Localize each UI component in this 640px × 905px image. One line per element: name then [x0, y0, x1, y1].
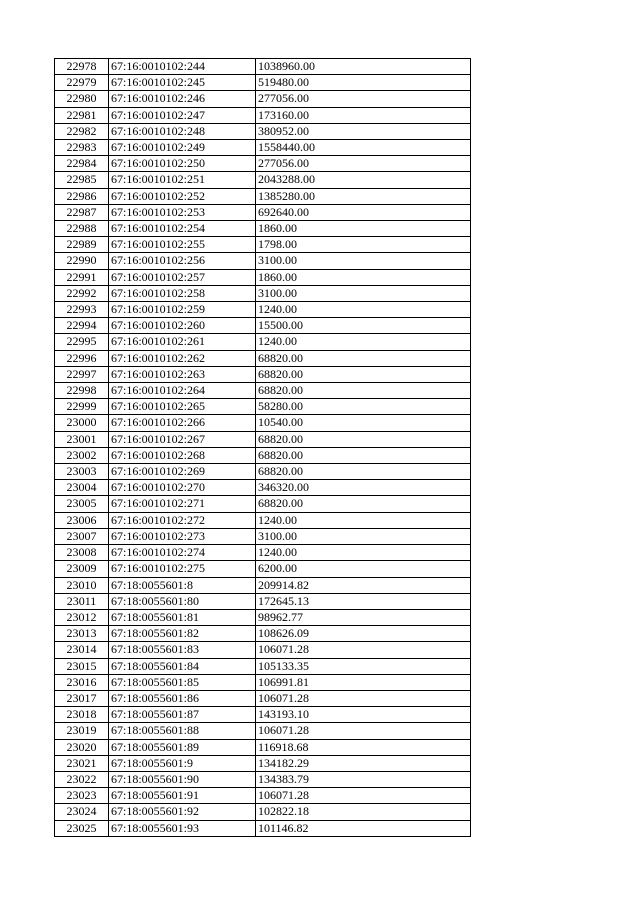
- row-number-cell: 22994: [55, 318, 109, 334]
- cadastral-number-cell: 67:18:0055601:81: [109, 609, 256, 625]
- cadastral-number-cell: 67:16:0010102:263: [109, 366, 256, 382]
- cadastral-number-cell: 67:16:0010102:273: [109, 528, 256, 544]
- cadastral-number-cell: 67:18:0055601:90: [109, 771, 256, 787]
- row-number-cell: 22997: [55, 366, 109, 382]
- cadastral-number-cell: 67:18:0055601:9: [109, 755, 256, 771]
- row-number-cell: 22987: [55, 204, 109, 220]
- table-row: [55, 383, 471, 399]
- row-number-cell: 22999: [55, 399, 109, 415]
- cadastral-value-cell: 15500.00: [256, 318, 471, 334]
- table-row: [55, 156, 471, 172]
- cadastral-value-cell: 68820.00: [256, 383, 471, 399]
- cadastral-value-cell: 101146.82: [256, 820, 471, 836]
- cadastral-number-cell: 67:18:0055601:83: [109, 642, 256, 658]
- table-row: [55, 545, 471, 561]
- row-number-cell: 22992: [55, 285, 109, 301]
- row-number-cell: 23020: [55, 739, 109, 755]
- row-number-cell: 23023: [55, 788, 109, 804]
- cadastral-number-cell: 67:16:0010102:272: [109, 512, 256, 528]
- cadastral-value-cell: 102822.18: [256, 804, 471, 820]
- table-row: [55, 350, 471, 366]
- cadastral-value-cell: 1240.00: [256, 512, 471, 528]
- row-number-cell: 22995: [55, 334, 109, 350]
- cadastral-value-cell: 106991.81: [256, 674, 471, 690]
- row-number-cell: 23007: [55, 528, 109, 544]
- table-row: [55, 123, 471, 139]
- table-row: [55, 188, 471, 204]
- cadastral-value-cell: 3100.00: [256, 253, 471, 269]
- cadastral-number-cell: 67:18:0055601:91: [109, 788, 256, 804]
- cadastral-value-cell: 68820.00: [256, 431, 471, 447]
- table-row: [55, 658, 471, 674]
- cadastral-value-cell: 173160.00: [256, 107, 471, 123]
- cadastral-value-cell: 68820.00: [256, 366, 471, 382]
- table-row: [55, 91, 471, 107]
- cadastral-number-cell: 67:16:0010102:244: [109, 59, 256, 75]
- cadastral-value-cell: 1860.00: [256, 269, 471, 285]
- table-body: [55, 59, 471, 837]
- table-row: [55, 172, 471, 188]
- table-row: [55, 253, 471, 269]
- table-row: [55, 107, 471, 123]
- row-number-cell: 23019: [55, 723, 109, 739]
- row-number-cell: 23024: [55, 804, 109, 820]
- cadastral-number-cell: 67:16:0010102:253: [109, 204, 256, 220]
- table-row: [55, 496, 471, 512]
- row-number-cell: 22978: [55, 59, 109, 75]
- row-number-cell: 23018: [55, 707, 109, 723]
- cadastral-value-cell: 134383.79: [256, 771, 471, 787]
- cadastral-number-cell: 67:18:0055601:92: [109, 804, 256, 820]
- cadastral-value-cell: 1558440.00: [256, 140, 471, 156]
- cadastral-number-cell: 67:16:0010102:251: [109, 172, 256, 188]
- cadastral-number-cell: 67:18:0055601:80: [109, 593, 256, 609]
- table-row: [55, 820, 471, 836]
- cadastral-value-cell: 1240.00: [256, 334, 471, 350]
- table-row: [55, 528, 471, 544]
- cadastral-number-cell: 67:16:0010102:264: [109, 383, 256, 399]
- cadastral-number-cell: 67:18:0055601:87: [109, 707, 256, 723]
- table-row: [55, 59, 471, 75]
- cadastral-number-cell: 67:16:0010102:258: [109, 285, 256, 301]
- row-number-cell: 23012: [55, 609, 109, 625]
- table-row: [55, 285, 471, 301]
- row-number-cell: 23005: [55, 496, 109, 512]
- cadastral-value-cell: 1038960.00: [256, 59, 471, 75]
- table-row: [55, 788, 471, 804]
- cadastral-number-cell: 67:16:0010102:274: [109, 545, 256, 561]
- cadastral-value-cell: 10540.00: [256, 415, 471, 431]
- cadastral-value-cell: 346320.00: [256, 480, 471, 496]
- row-number-cell: 22988: [55, 221, 109, 237]
- row-number-cell: 23011: [55, 593, 109, 609]
- cadastral-number-cell: 67:16:0010102:248: [109, 123, 256, 139]
- row-number-cell: 23004: [55, 480, 109, 496]
- cadastral-number-cell: 67:18:0055601:86: [109, 690, 256, 706]
- cadastral-number-cell: 67:18:0055601:89: [109, 739, 256, 755]
- table-row: [55, 723, 471, 739]
- cadastral-value-cell: 3100.00: [256, 528, 471, 544]
- row-number-cell: 22989: [55, 237, 109, 253]
- row-number-cell: 23017: [55, 690, 109, 706]
- table-row: [55, 707, 471, 723]
- table-row: [55, 804, 471, 820]
- cadastral-value-cell: 519480.00: [256, 75, 471, 91]
- table-row: [55, 690, 471, 706]
- cadastral-value-cell: 58280.00: [256, 399, 471, 415]
- cadastral-value-cell: 1798.00: [256, 237, 471, 253]
- cadastral-value-cell: 277056.00: [256, 91, 471, 107]
- cadastral-value-cell: 116918.68: [256, 739, 471, 755]
- cadastral-value-cell: 105133.35: [256, 658, 471, 674]
- cadastral-value-cell: 106071.28: [256, 788, 471, 804]
- cadastral-number-cell: 67:16:0010102:254: [109, 221, 256, 237]
- cadastral-number-cell: 67:18:0055601:8: [109, 577, 256, 593]
- row-number-cell: 22985: [55, 172, 109, 188]
- cadastral-value-cell: 2043288.00: [256, 172, 471, 188]
- table-row: [55, 464, 471, 480]
- cadastral-number-cell: 67:16:0010102:269: [109, 464, 256, 480]
- cadastral-value-cell: 209914.82: [256, 577, 471, 593]
- cadastral-number-cell: 67:16:0010102:259: [109, 302, 256, 318]
- cadastral-number-cell: 67:16:0010102:266: [109, 415, 256, 431]
- cadastral-number-cell: 67:16:0010102:267: [109, 431, 256, 447]
- row-number-cell: 22991: [55, 269, 109, 285]
- cadastral-value-cell: 692640.00: [256, 204, 471, 220]
- row-number-cell: 22982: [55, 123, 109, 139]
- cadastral-value-cell: 68820.00: [256, 496, 471, 512]
- cadastral-number-cell: 67:16:0010102:260: [109, 318, 256, 334]
- cadastral-number-cell: 67:18:0055601:82: [109, 626, 256, 642]
- table-row: [55, 302, 471, 318]
- row-number-cell: 22986: [55, 188, 109, 204]
- table-row: [55, 140, 471, 156]
- cadastral-value-cell: 172645.13: [256, 593, 471, 609]
- cadastral-number-cell: 67:16:0010102:252: [109, 188, 256, 204]
- cadastral-value-cell: 1240.00: [256, 302, 471, 318]
- row-number-cell: 23008: [55, 545, 109, 561]
- cadastral-value-cell: 106071.28: [256, 690, 471, 706]
- table-row: [55, 237, 471, 253]
- cadastral-value-cell: 68820.00: [256, 350, 471, 366]
- row-number-cell: 23022: [55, 771, 109, 787]
- table-row: [55, 221, 471, 237]
- table-row: [55, 447, 471, 463]
- cadastral-number-cell: 67:16:0010102:261: [109, 334, 256, 350]
- row-number-cell: 22981: [55, 107, 109, 123]
- table-row: [55, 561, 471, 577]
- cadastral-number-cell: 67:16:0010102:257: [109, 269, 256, 285]
- cadastral-number-cell: 67:18:0055601:88: [109, 723, 256, 739]
- row-number-cell: 23016: [55, 674, 109, 690]
- cadastral-number-cell: 67:18:0055601:93: [109, 820, 256, 836]
- table-row: [55, 609, 471, 625]
- cadastral-value-cell: 1860.00: [256, 221, 471, 237]
- cadastral-value-cell: 68820.00: [256, 447, 471, 463]
- cadastral-number-cell: 67:18:0055601:84: [109, 658, 256, 674]
- cadastral-number-cell: 67:16:0010102:262: [109, 350, 256, 366]
- cadastral-value-cell: 143193.10: [256, 707, 471, 723]
- table-row: [55, 512, 471, 528]
- cadastral-value-cell: 108626.09: [256, 626, 471, 642]
- table-row: [55, 399, 471, 415]
- row-number-cell: 23000: [55, 415, 109, 431]
- cadastral-number-cell: 67:16:0010102:275: [109, 561, 256, 577]
- cadastral-value-cell: 106071.28: [256, 723, 471, 739]
- table-row: [55, 480, 471, 496]
- row-number-cell: 23025: [55, 820, 109, 836]
- row-number-cell: 22984: [55, 156, 109, 172]
- cadastral-number-cell: 67:16:0010102:256: [109, 253, 256, 269]
- cadastral-value-cell: 6200.00: [256, 561, 471, 577]
- cadastral-value-cell: 98962.77: [256, 609, 471, 625]
- row-number-cell: 22993: [55, 302, 109, 318]
- cadastral-number-cell: 67:16:0010102:255: [109, 237, 256, 253]
- row-number-cell: 22998: [55, 383, 109, 399]
- row-number-cell: 22983: [55, 140, 109, 156]
- cadastral-value-table: [54, 58, 471, 837]
- cadastral-number-cell: 67:16:0010102:245: [109, 75, 256, 91]
- table-row: [55, 334, 471, 350]
- cadastral-value-cell: 3100.00: [256, 285, 471, 301]
- cadastral-number-cell: 67:16:0010102:265: [109, 399, 256, 415]
- table-row: [55, 415, 471, 431]
- table-row: [55, 674, 471, 690]
- row-number-cell: 23013: [55, 626, 109, 642]
- table-row: [55, 431, 471, 447]
- table-row: [55, 739, 471, 755]
- row-number-cell: 23009: [55, 561, 109, 577]
- table-row: [55, 626, 471, 642]
- cadastral-number-cell: 67:18:0055601:85: [109, 674, 256, 690]
- cadastral-number-cell: 67:16:0010102:270: [109, 480, 256, 496]
- row-number-cell: 22990: [55, 253, 109, 269]
- row-number-cell: 23010: [55, 577, 109, 593]
- cadastral-number-cell: 67:16:0010102:271: [109, 496, 256, 512]
- row-number-cell: 23003: [55, 464, 109, 480]
- row-number-cell: 23006: [55, 512, 109, 528]
- table-row: [55, 204, 471, 220]
- cadastral-number-cell: 67:16:0010102:249: [109, 140, 256, 156]
- table-row: [55, 366, 471, 382]
- row-number-cell: 22979: [55, 75, 109, 91]
- cadastral-value-cell: 277056.00: [256, 156, 471, 172]
- table-row: [55, 75, 471, 91]
- row-number-cell: 23014: [55, 642, 109, 658]
- row-number-cell: 22996: [55, 350, 109, 366]
- table-row: [55, 318, 471, 334]
- table-row: [55, 755, 471, 771]
- row-number-cell: 23002: [55, 447, 109, 463]
- table-row: [55, 642, 471, 658]
- cadastral-number-cell: 67:16:0010102:250: [109, 156, 256, 172]
- cadastral-number-cell: 67:16:0010102:246: [109, 91, 256, 107]
- table-row: [55, 771, 471, 787]
- table-row: [55, 269, 471, 285]
- row-number-cell: 22980: [55, 91, 109, 107]
- table-row: [55, 593, 471, 609]
- table-row: [55, 577, 471, 593]
- row-number-cell: 23015: [55, 658, 109, 674]
- row-number-cell: 23021: [55, 755, 109, 771]
- cadastral-value-cell: 106071.28: [256, 642, 471, 658]
- cadastral-number-cell: 67:16:0010102:247: [109, 107, 256, 123]
- cadastral-number-cell: 67:16:0010102:268: [109, 447, 256, 463]
- cadastral-value-cell: 1240.00: [256, 545, 471, 561]
- row-number-cell: 23001: [55, 431, 109, 447]
- cadastral-value-cell: 134182.29: [256, 755, 471, 771]
- cadastral-value-cell: 1385280.00: [256, 188, 471, 204]
- cadastral-value-cell: 68820.00: [256, 464, 471, 480]
- cadastral-value-cell: 380952.00: [256, 123, 471, 139]
